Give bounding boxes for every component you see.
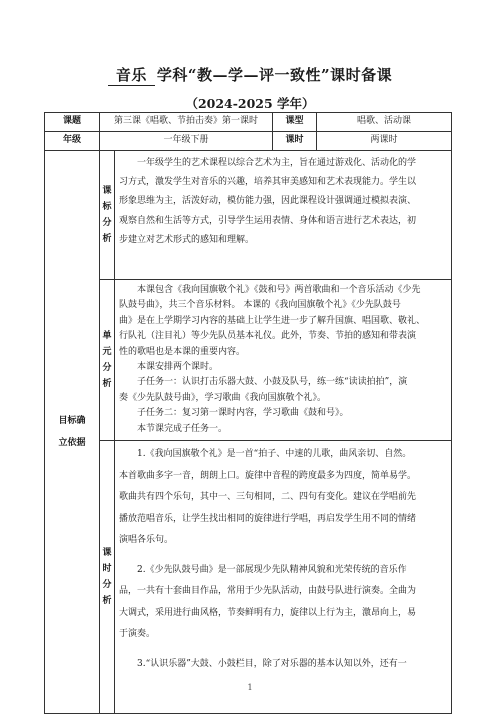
text-line: 步建立对艺术形式的感知和理解。 [119,234,255,245]
text-line: 2.《少先队鼓号曲》是一部展现少先队精神风貌和光荣传统的音乐作 [137,564,407,575]
lesson-label-char: 课 [102,548,112,559]
unit-label-char: 析 [102,379,112,390]
curriculum-analysis-text [115,151,452,280]
unit-label [100,280,115,441]
text-line: 播放范唱音乐，让学生找出相同的旋律进行学唱，再启发学生用不同的情绪 [119,513,417,524]
text-line: 3.“认识乐器”大鼓、小鼓栏目，除了对乐器的基本认知以外，还有一 [137,658,407,669]
text-line: 一年级学生的艺术课程以综合艺术为主，旨在通过游戏化、活动化的学 [137,158,417,168]
text-line: 本课包含《我向国旗敬个礼》《鼓和号》两首歌曲和一个音乐活动《少先 [137,285,421,295]
curriculum-label-char: 课 [102,186,112,196]
hours-value: 两课时 [317,132,452,151]
text-line: 行队礼（注目礼）等少先队员基本礼仪。此外，节奏、节拍的感知和带表演 [119,331,417,342]
grade-value: 一年级下册 [100,132,273,151]
text-line: 子任务一：认识打击乐器大鼓、小鼓及队号，练一练“读读拍拍”，演 [137,377,408,388]
text-line: 队鼓号曲》，共三个音乐材料。 本课的《我向国旗敬个礼》《少先队鼓号 [119,300,401,311]
text-line [119,646,447,654]
type-value: 唱歌、活动课 [317,113,452,132]
curriculum-row [45,151,452,280]
grade-label: 年级 [45,132,100,151]
curriculum-label-char: 析 [102,234,112,244]
text-line: 大调式，采用进行曲风格，节奏鲜明有力，旋律以上行为主，激昂向上，易 [119,607,417,618]
page-number: 1 [247,683,253,692]
text-line: 奏《少先队鼓号曲》，学习歌曲《我向国旗敬个礼》。 [119,392,327,403]
lesson-label-char: 析 [102,596,112,607]
text-line: 于演奏。 [119,629,156,640]
unit-label-char: 分 [102,363,112,374]
text-line: 观察自然和生活等方式，引导学生运用表情、身体和语言进行艺术表达，初 [119,215,417,226]
text-line: 形象思维为主，活泼好动，模仿能力强，因此课程设计强调通过模拟表演、 [119,196,417,207]
title-text: 学科“教—学—评一致性”课时备课 [156,66,393,84]
text-line: 曲》是在上学期学习内容的基础上让学生进一步了解升国旗、唱国歌、敬礼、 [119,315,426,326]
text-line: 子任务二：复习第一课时内容，学习歌曲《鼓和号》。 [137,408,349,419]
text-line: 本首歌曲多字一音，朗朗上口。旋律中音程的跨度最多为四度，简单易学。 [119,470,417,481]
text-line: 本节课完成子任务一。 [137,423,228,434]
lesson-analysis-text [115,441,452,714]
curriculum-label [100,151,115,280]
text-line: 歌曲共有四个乐句，其中一、三句相同，二、四句有变化。建议在学唱前先 [119,492,417,503]
unit-row [45,280,452,441]
school-year: （2024-2025 学年） [185,96,315,111]
unit-label-char: 单 [102,331,112,342]
unit-label-char: 元 [102,347,112,358]
page-title [0,64,500,86]
lesson-label-char: 分 [102,580,112,591]
basis-label [45,151,100,714]
grade-row [45,132,452,151]
type-label: 课型 [273,113,317,132]
lesson-label [100,441,115,714]
subject-name: 音乐 [108,64,155,86]
text-line: 演唱各乐句。 [119,535,174,546]
text-line [119,552,447,560]
basis-label-line2: 立依据 [58,438,86,449]
text-line: 性的歌唱也是本课的重要内容。 [119,346,246,357]
topic-value: 第三课《唱歌、节拍击奏》第一课时 [100,113,273,132]
lesson-row [45,441,452,714]
basis-label-line1: 目标确 [58,416,86,427]
topic-row [45,113,452,132]
text-line: 1.《我向国旗敬个礼》是一首“拍子、中速的儿歌，曲风亲切、自然。 [137,449,412,460]
text-line: 品，一共有十套曲目作品，常用于少先队活动，由鼓号队进行演奏。全曲为 [119,586,417,597]
topic-label: 课题 [45,113,100,132]
lesson-label-char: 时 [102,564,112,575]
unit-analysis-text [115,280,452,441]
curriculum-label-char: 标 [102,202,112,212]
hours-label: 课时 [273,132,317,151]
curriculum-label-char: 分 [102,218,112,228]
text-line: 习方式，激发学生对音乐的兴趣，培养其审美感知和艺术表现能力。学生以 [119,177,417,188]
text-line: 本课安排两个课时。 [137,362,219,373]
lesson-plan-table [44,112,452,714]
